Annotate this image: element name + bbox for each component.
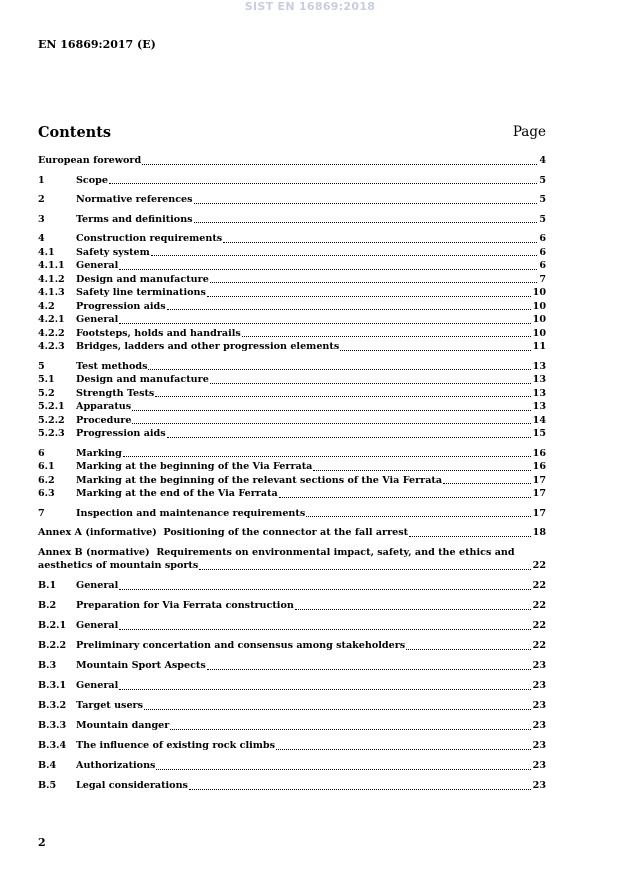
dot-leader <box>119 629 530 630</box>
toc-number: 5.2 <box>38 387 55 399</box>
toc-title: Safety system <box>76 246 150 258</box>
toc-title: Terms and definitions <box>76 213 193 225</box>
toc-title: Marking at the beginning of the relevant sections of the Via Ferrata <box>76 474 443 486</box>
document-id: EN 16869:2017 (E) <box>38 38 156 51</box>
toc-page: 7 <box>539 273 546 285</box>
page-number: 2 <box>38 836 46 849</box>
toc-number: 2 <box>38 194 45 205</box>
toc-entry[interactable] <box>38 174 546 188</box>
toc-entry-annex-b[interactable] <box>38 546 546 573</box>
toc-title: Annex A (informative) Positioning of the connector at the fall arrest <box>38 527 409 538</box>
toc-page: 6 <box>539 246 546 258</box>
toc-title: Normative references <box>76 194 193 205</box>
toc-title: Design and manufacture <box>76 273 209 285</box>
toc-number: 4.2.3 <box>38 341 65 352</box>
toc-entry-annex-a[interactable] <box>38 526 546 540</box>
dot-leader <box>132 410 530 411</box>
toc-title: Apparatus <box>76 401 132 412</box>
toc-title: Marking <box>76 447 122 459</box>
toc-page: 22 <box>532 579 546 591</box>
dot-leader <box>144 709 531 710</box>
toc-number: 5.1 <box>38 374 55 385</box>
toc-number: B.1 <box>38 579 57 591</box>
toc-number: 5.2.2 <box>38 414 65 426</box>
toc-number: B.2.2 <box>38 639 67 651</box>
toc-page: 22 <box>532 639 546 651</box>
toc-number: 6 <box>38 447 45 459</box>
toc-title: Preliminary concertation and consensus among stakeholders <box>76 639 406 651</box>
dot-leader <box>409 536 531 537</box>
toc-number: B.2.1 <box>38 619 67 631</box>
toc-number: 6.1 <box>38 461 55 472</box>
toc-number: B.3.3 <box>38 719 67 731</box>
toc-entry[interactable] <box>38 619 546 633</box>
toc-number: 5.2.3 <box>38 428 65 439</box>
toc-number: 1 <box>38 174 45 186</box>
toc-page: 5 <box>539 213 546 225</box>
toc-title: Progression aids <box>76 428 166 439</box>
dot-leader <box>123 456 531 457</box>
toc-number: 3 <box>38 213 45 225</box>
dot-leader <box>223 242 537 243</box>
toc-page: 17 <box>532 507 546 519</box>
dot-leader <box>194 222 538 223</box>
dot-leader <box>207 669 531 670</box>
dot-leader <box>194 203 538 204</box>
dot-leader <box>119 689 530 690</box>
toc-title: General <box>76 260 119 271</box>
toc-title: Safety line terminations <box>76 287 206 298</box>
toc-number: 7 <box>38 507 45 519</box>
toc-entry[interactable] <box>38 340 546 354</box>
toc-number: B.3 <box>38 659 57 671</box>
toc-page: 23 <box>532 679 546 691</box>
dot-leader <box>279 497 531 498</box>
toc-title: Target users <box>76 699 144 711</box>
toc-page: 17 <box>532 474 546 486</box>
dot-leader <box>109 183 537 184</box>
toc-page: 11 <box>532 341 546 352</box>
toc-entry[interactable] <box>38 679 546 693</box>
toc-page: 13 <box>532 360 546 372</box>
toc-entry[interactable] <box>38 427 546 441</box>
toc-number: 5 <box>38 360 45 372</box>
toc-entry[interactable] <box>38 193 546 207</box>
toc-page: 6 <box>539 233 546 244</box>
toc-entry[interactable] <box>38 360 546 374</box>
dot-leader <box>306 516 530 517</box>
dot-leader <box>199 569 530 570</box>
toc-entry[interactable] <box>38 387 546 401</box>
toc-entry[interactable] <box>38 246 546 260</box>
toc-entry[interactable] <box>38 286 546 300</box>
dot-leader <box>443 483 531 484</box>
toc-entry[interactable] <box>38 414 546 428</box>
toc-title: Design and manufacture <box>76 374 209 385</box>
toc-page: 5 <box>539 174 546 186</box>
dot-leader <box>276 749 531 750</box>
toc-page: 10 <box>532 300 546 312</box>
toc-page: 13 <box>532 374 546 385</box>
dot-leader <box>170 729 530 730</box>
dot-leader <box>210 282 538 283</box>
toc-number: 6.3 <box>38 488 55 499</box>
toc-page: 4 <box>539 155 546 166</box>
toc-title: General <box>76 619 119 631</box>
toc-title: Inspection and maintenance requirements <box>76 507 306 519</box>
toc-number: 5.2.1 <box>38 401 65 412</box>
toc-page: 23 <box>532 739 546 751</box>
toc-title: General <box>76 579 119 591</box>
toc-title: Procedure <box>76 414 132 426</box>
toc-entry[interactable] <box>38 447 546 461</box>
toc-page: 6 <box>539 260 546 271</box>
toc-title: Progression aids <box>76 300 166 312</box>
dot-leader <box>155 396 530 397</box>
toc-entry[interactable] <box>38 327 546 341</box>
toc-entry[interactable] <box>38 213 546 227</box>
toc-entry[interactable] <box>38 599 546 613</box>
toc-page: 22 <box>532 619 546 631</box>
dot-leader <box>210 383 531 384</box>
dot-leader <box>207 296 531 297</box>
toc-page: 10 <box>532 287 546 298</box>
dot-leader <box>189 789 531 790</box>
toc-title: Annex B (normative) Requirements on environmental impact, safety, and the ethics and <box>38 546 515 558</box>
toc-page: 16 <box>532 461 546 472</box>
toc-number: 4.1.3 <box>38 287 65 298</box>
toc-entry[interactable] <box>38 639 546 653</box>
dot-leader <box>148 369 530 370</box>
toc-page: 23 <box>532 659 546 671</box>
toc-title: Mountain Sport Aspects <box>76 659 206 671</box>
toc-entry[interactable] <box>38 232 546 246</box>
toc-entry[interactable] <box>38 759 546 773</box>
dot-leader <box>151 255 538 256</box>
dot-leader <box>167 309 531 310</box>
toc-number: 4.1 <box>38 246 55 258</box>
toc-title: Marking at the beginning of the Via Ferrata <box>76 461 313 472</box>
toc-entry[interactable] <box>38 779 546 793</box>
dot-leader <box>313 470 530 471</box>
toc-entry[interactable] <box>38 273 546 287</box>
toc-page: 23 <box>532 759 546 771</box>
dot-leader <box>167 437 531 438</box>
toc-title: General <box>76 679 119 691</box>
watermark: SIST EN 16869:2018 <box>244 0 376 13</box>
toc-page: 16 <box>532 447 546 459</box>
toc-page: 5 <box>539 194 546 205</box>
dot-leader <box>406 649 530 650</box>
toc-entry[interactable] <box>38 460 546 474</box>
dot-leader <box>132 423 530 424</box>
dot-leader <box>119 589 530 590</box>
toc-page: 23 <box>532 719 546 731</box>
toc-number: 4.2 <box>38 300 55 312</box>
toc-number: B.3.2 <box>38 699 67 711</box>
toc-entry[interactable] <box>38 259 546 273</box>
toc-title: Footsteps, holds and handrails <box>76 327 241 339</box>
toc-title: Marking at the end of the Via Ferrata <box>76 488 278 499</box>
toc-title-continued: aesthetics of mountain sports <box>38 560 199 571</box>
toc-page: 22 <box>532 560 546 571</box>
toc-page: 23 <box>532 699 546 711</box>
toc-number: B.5 <box>38 779 57 791</box>
toc-title: Construction requirements <box>76 233 223 244</box>
toc-title: Preparation for Via Ferrata construction <box>76 599 294 611</box>
toc-page: 14 <box>532 414 546 426</box>
toc-entry[interactable] <box>38 719 546 733</box>
toc-number: 6.2 <box>38 474 55 486</box>
dot-leader <box>119 323 530 324</box>
toc-entry[interactable] <box>38 579 546 593</box>
toc-title: Bridges, ladders and other progression elements <box>76 341 340 352</box>
toc-number: B.4 <box>38 759 57 771</box>
toc-number: 4 <box>38 233 45 244</box>
toc-number: 4.2.1 <box>38 314 65 325</box>
toc-entry[interactable] <box>38 507 546 521</box>
toc-entry[interactable] <box>38 474 546 488</box>
toc-number: B.3.4 <box>38 739 67 751</box>
contents-title: Contents <box>38 124 112 141</box>
toc-page: 13 <box>532 387 546 399</box>
toc-page: 23 <box>532 779 546 791</box>
toc-page: 13 <box>532 401 546 412</box>
toc-number: 4.2.2 <box>38 327 65 339</box>
toc-page: 10 <box>532 327 546 339</box>
toc-number: B.2 <box>38 599 57 611</box>
toc-title: Mountain danger <box>76 719 170 731</box>
toc-entry[interactable] <box>38 400 546 414</box>
toc-number: 4.1.2 <box>38 273 65 285</box>
toc-number: B.3.1 <box>38 679 67 691</box>
dot-leader <box>142 164 537 165</box>
page-column-heading: Page <box>512 124 546 140</box>
dot-leader <box>119 269 537 270</box>
toc-page: 10 <box>532 314 546 325</box>
dot-leader <box>242 336 531 337</box>
dot-leader <box>156 769 530 770</box>
toc-page: 17 <box>532 488 546 499</box>
toc-entry[interactable] <box>38 739 546 753</box>
dot-leader <box>340 350 530 351</box>
toc-title: Strength Tests <box>76 387 155 399</box>
toc-title: European foreword <box>38 155 142 166</box>
toc-page: 18 <box>532 527 546 538</box>
toc-title: Legal considerations <box>76 779 188 791</box>
toc-title: General <box>76 314 119 325</box>
toc-entry[interactable] <box>38 154 546 168</box>
toc-entry[interactable] <box>38 699 546 713</box>
toc-title: Test methods <box>76 360 148 372</box>
dot-leader <box>295 609 531 610</box>
toc-title: The influence of existing rock climbs <box>76 739 276 751</box>
table-of-contents <box>38 154 546 793</box>
toc-number: 4.1.1 <box>38 260 65 271</box>
toc-page: 15 <box>532 428 546 439</box>
toc-entry[interactable] <box>38 300 546 314</box>
toc-entry[interactable] <box>38 373 546 387</box>
toc-title: Authorizations <box>76 759 156 771</box>
toc-entry[interactable] <box>38 487 546 501</box>
toc-entry[interactable] <box>38 313 546 327</box>
toc-page: 22 <box>532 599 546 611</box>
toc-title: Scope <box>76 174 108 186</box>
toc-entry[interactable] <box>38 659 546 673</box>
